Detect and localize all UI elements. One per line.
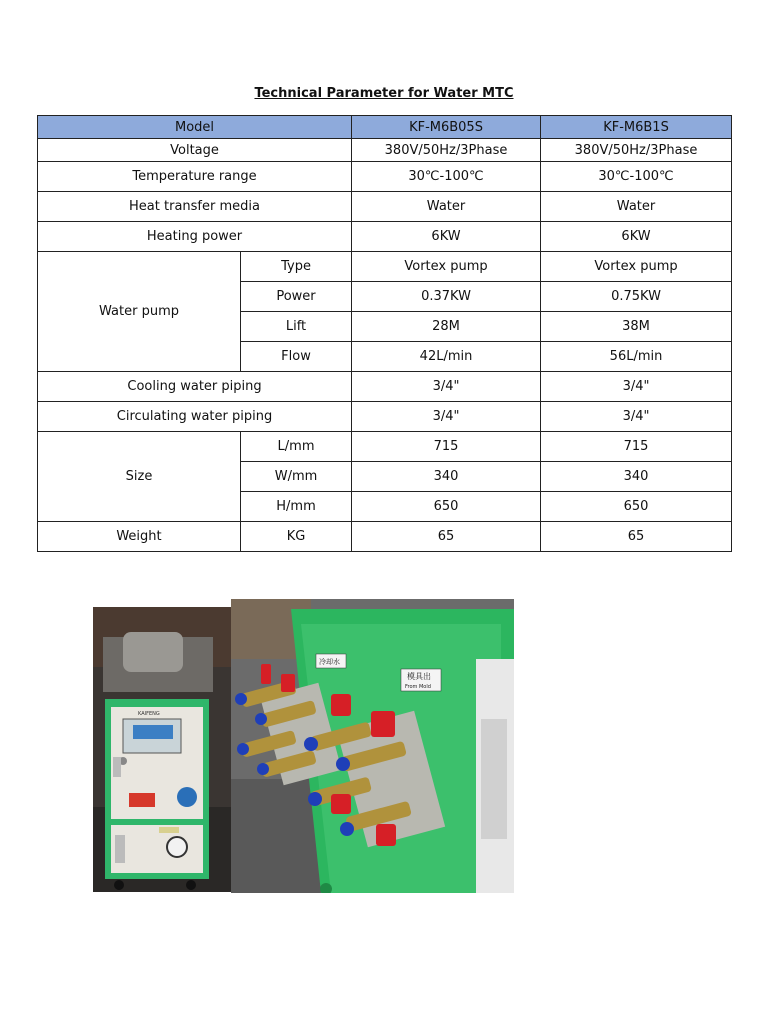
cell-value: 3/4" xyxy=(541,372,732,402)
table-row xyxy=(38,162,732,192)
header-model-1: KF-M6B05S xyxy=(352,116,541,139)
cell-value: 650 xyxy=(352,492,541,522)
sub-label: Flow xyxy=(241,342,352,372)
cell-value: Vortex pump xyxy=(541,252,732,282)
cell-value: 340 xyxy=(352,462,541,492)
valve-manifold-photo xyxy=(231,599,514,893)
cell-value: 340 xyxy=(541,462,732,492)
group-label-water-pump: Water pump xyxy=(38,252,241,372)
header-model: Model xyxy=(38,116,352,139)
row-label: Weight xyxy=(38,522,241,552)
table-row xyxy=(38,432,732,462)
cell-value: 3/4" xyxy=(541,402,732,432)
sub-label: H/mm xyxy=(241,492,352,522)
table-row xyxy=(38,372,732,402)
row-label: Temperature range xyxy=(38,162,352,192)
row-label: Heating power xyxy=(38,222,352,252)
sub-label: Lift xyxy=(241,312,352,342)
table-row xyxy=(38,139,732,162)
nameplate-out: 模具出 xyxy=(407,672,431,681)
cell-value: 65 xyxy=(541,522,732,552)
cell-value: 380V/50Hz/3Phase xyxy=(352,139,541,162)
table-row xyxy=(38,222,732,252)
sub-label: KG xyxy=(241,522,352,552)
cell-value: 65 xyxy=(352,522,541,552)
row-label: Voltage xyxy=(38,139,352,162)
cell-value: Vortex pump xyxy=(352,252,541,282)
table-row xyxy=(38,522,732,552)
cell-value: Water xyxy=(541,192,732,222)
table-header-row xyxy=(38,116,732,139)
nameplate-out-en: From Mold xyxy=(405,684,431,690)
sub-label: Type xyxy=(241,252,352,282)
cell-value: 30℃-100℃ xyxy=(352,162,541,192)
brand-text: KAIFENG xyxy=(138,711,160,717)
cell-value: 38M xyxy=(541,312,732,342)
cell-value: 42L/min xyxy=(352,342,541,372)
cell-value: 6KW xyxy=(352,222,541,252)
table-row xyxy=(38,402,732,432)
cell-value: 0.75KW xyxy=(541,282,732,312)
cell-value: 715 xyxy=(352,432,541,462)
page-title: Technical Parameter for Water MTC xyxy=(254,86,514,101)
row-label: Heat transfer media xyxy=(38,192,352,222)
table-row xyxy=(38,252,732,282)
cell-value: 56L/min xyxy=(541,342,732,372)
cell-value: 650 xyxy=(541,492,732,522)
cell-value: 380V/50Hz/3Phase xyxy=(541,139,732,162)
cell-value: 3/4" xyxy=(352,372,541,402)
machine-front-photo xyxy=(93,607,231,892)
cell-value: 715 xyxy=(541,432,732,462)
cell-value: 28M xyxy=(352,312,541,342)
header-model-2: KF-M6B1S xyxy=(541,116,732,139)
group-label-size: Size xyxy=(38,432,241,522)
row-label: Cooling water piping xyxy=(38,372,352,402)
sub-label: W/mm xyxy=(241,462,352,492)
cell-value: Water xyxy=(352,192,541,222)
sub-label: L/mm xyxy=(241,432,352,462)
spec-table xyxy=(37,115,732,552)
sub-label: Power xyxy=(241,282,352,312)
table-row xyxy=(38,192,732,222)
nameplate-in: 冷却水 xyxy=(319,658,340,666)
cell-value: 6KW xyxy=(541,222,732,252)
cell-value: 3/4" xyxy=(352,402,541,432)
row-label: Circulating water piping xyxy=(38,402,352,432)
cell-value: 30℃-100℃ xyxy=(541,162,732,192)
cell-value: 0.37KW xyxy=(352,282,541,312)
